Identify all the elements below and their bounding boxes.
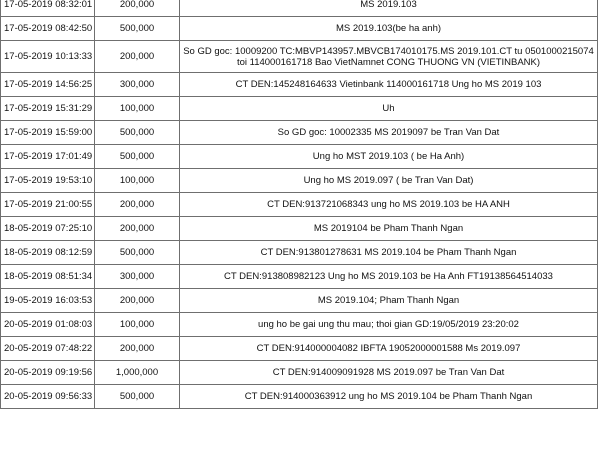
amount-cell: 300,000 — [95, 73, 180, 97]
description-cell: CT DEN:913801278631 MS 2019.104 be Pham Thanh Ngan — [180, 241, 598, 265]
description-cell: Ung ho MS 2019.097 ( be Tran Van Dat) — [180, 169, 598, 193]
table-row — [1, 361, 598, 385]
table-row — [1, 313, 598, 337]
description-cell: CT DEN:913721068343 ung ho MS 2019.103 be HA ANH — [180, 193, 598, 217]
table-row — [1, 265, 598, 289]
description-cell: MS 2019.104; Pham Thanh Ngan — [180, 289, 598, 313]
amount-cell: 500,000 — [95, 145, 180, 169]
amount-cell: 200,000 — [95, 0, 180, 17]
date-cell: 17-05-2019 19:53:10 — [1, 169, 95, 193]
amount-cell: 100,000 — [95, 313, 180, 337]
description-cell: CT DEN:913808982123 Ung ho MS 2019.103 be Ha Anh FT19138564514033 — [180, 265, 598, 289]
date-cell: 17-05-2019 14:56:25 — [1, 73, 95, 97]
table-row — [1, 41, 598, 73]
amount-cell: 200,000 — [95, 289, 180, 313]
table-row — [1, 0, 598, 17]
date-cell: 18-05-2019 08:12:59 — [1, 241, 95, 265]
table-row — [1, 337, 598, 361]
description-cell: Ung ho MST 2019.103 ( be Ha Anh) — [180, 145, 598, 169]
amount-cell: 500,000 — [95, 385, 180, 409]
date-cell: 17-05-2019 15:31:29 — [1, 97, 95, 121]
date-cell: 17-05-2019 08:42:50 — [1, 17, 95, 41]
table-row — [1, 17, 598, 41]
table-row — [1, 73, 598, 97]
amount-cell: 300,000 — [95, 265, 180, 289]
amount-cell: 200,000 — [95, 217, 180, 241]
amount-cell: 200,000 — [95, 41, 180, 73]
table-row — [1, 385, 598, 409]
date-cell: 20-05-2019 07:48:22 — [1, 337, 95, 361]
date-cell: 17-05-2019 08:32:01 — [1, 0, 95, 17]
description-cell: ung ho be gai ung thu mau; thoi gian GD:19/05/2019 23:20:02 — [180, 313, 598, 337]
amount-cell: 500,000 — [95, 17, 180, 41]
amount-cell: 100,000 — [95, 97, 180, 121]
transaction-rows — [1, 0, 598, 409]
table-row — [1, 241, 598, 265]
amount-cell: 200,000 — [95, 337, 180, 361]
date-cell: 18-05-2019 07:25:10 — [1, 217, 95, 241]
amount-cell: 500,000 — [95, 121, 180, 145]
description-cell: MS 2019.103 — [180, 0, 598, 17]
description-cell: CT DEN:914000004082 IBFTA 19052000001588 Ms 2019.097 — [180, 337, 598, 361]
amount-cell: 500,000 — [95, 241, 180, 265]
amount-cell: 200,000 — [95, 193, 180, 217]
description-cell: CT DEN:145248164633 Vietinbank 114000161718 Ung ho MS 2019 103 — [180, 73, 598, 97]
date-cell: 20-05-2019 09:56:33 — [1, 385, 95, 409]
date-cell: 20-05-2019 09:19:56 — [1, 361, 95, 385]
table-row — [1, 169, 598, 193]
description-cell: CT DEN:914000363912 ung ho MS 2019.104 be Pham Thanh Ngan — [180, 385, 598, 409]
description-cell: MS 2019.103(be ha anh) — [180, 17, 598, 41]
date-cell: 17-05-2019 17:01:49 — [1, 145, 95, 169]
description-cell: So GD goc: 10002335 MS 2019097 be Tran Van Dat — [180, 121, 598, 145]
table-row — [1, 121, 598, 145]
table-row — [1, 145, 598, 169]
description-cell: MS 2019104 be Pham Thanh Ngan — [180, 217, 598, 241]
table-row — [1, 289, 598, 313]
date-cell: 17-05-2019 21:00:55 — [1, 193, 95, 217]
date-cell: 17-05-2019 10:13:33 — [1, 41, 95, 73]
description-cell: So GD goc: 10009200 TC:MBVP143957.MBVCB174010175.MS 2019.101.CT tu 0501000215074 toi 114000161718 Bao VietNamnet CONG THUONG VN (VIETINBANK) — [180, 41, 598, 73]
date-cell: 19-05-2019 16:03:53 — [1, 289, 95, 313]
date-cell: 20-05-2019 01:08:03 — [1, 313, 95, 337]
description-cell: Uh — [180, 97, 598, 121]
table-row — [1, 217, 598, 241]
table-row — [1, 97, 598, 121]
date-cell: 17-05-2019 15:59:00 — [1, 121, 95, 145]
date-cell: 18-05-2019 08:51:34 — [1, 265, 95, 289]
amount-cell: 1,000,000 — [95, 361, 180, 385]
description-cell: CT DEN:914009091928 MS 2019.097 be Tran Van Dat — [180, 361, 598, 385]
table-row — [1, 193, 598, 217]
amount-cell: 100,000 — [95, 169, 180, 193]
